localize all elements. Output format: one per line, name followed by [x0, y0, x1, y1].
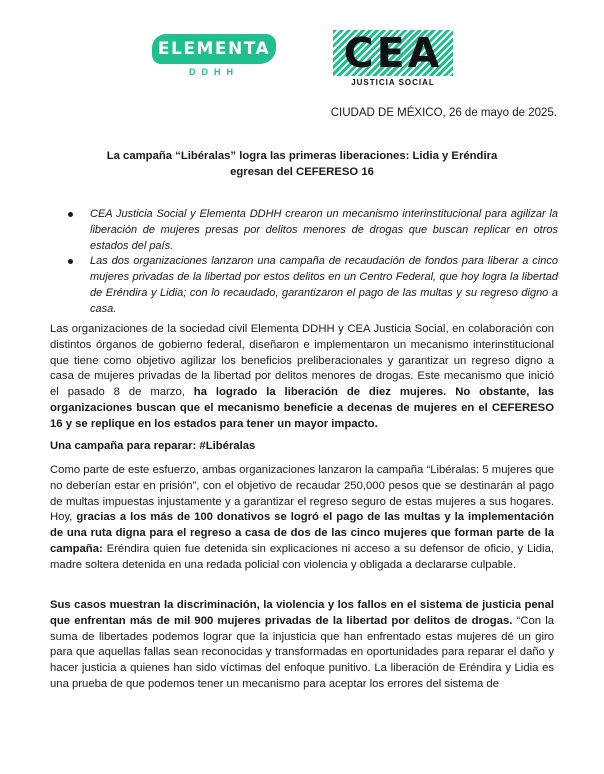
elementa-logo-badge: ELEMENTA [152, 34, 276, 64]
cea-justicia-social-logo [333, 30, 453, 90]
title-line-1: La campaña “Libéralas” logra las primeras liberaciones: Lidia y Eréndira [106, 150, 498, 162]
elementa-ddhh-logo [152, 34, 276, 78]
summary-bullet-text: Las dos organizaciones lanzaron una campaña de recaudación de fondos para liberar a cinco mujeres privadas de la libertad por estos delitos en un Centro Federal, que hoy logra la libertad de Eréndira y Lidia; con lo recaudado, garantizaron el pago de las multas y su regreso digno a casa. [90, 255, 558, 315]
cea-logo-letters: CEA [343, 29, 443, 77]
body-paragraph-3 [50, 598, 554, 693]
paragraph-2-text-2: Eréndira quien fue detenida sin explicaciones ni acceso a su defensor de oficio, y Lidia, madre soltera detenida en una redada policial con violencia y obligada a declararse culpable. [50, 542, 554, 571]
paragraph-1-text: Las organizaciones de la sociedad civil Elementa DDHH y CEA Justicia Social, en colaboración con distintos órganos de gobierno federal, diseñaron e implementaron un mecanismo interinstitucional que tiene como objetivo agilizar los beneficios preliberacionales y garantizar un regreso digno a casa de mujeres privadas de la libertad por delitos menores de drogas. Este mecanismo que inició el pasado 8 de marzo, [50, 323, 554, 399]
cea-logo-subtitle: JUSTICIA SOCIAL [351, 78, 435, 87]
paragraph-2-bold: gracias a los más de 100 donativos se logró el pago de las multas y la implementación de una ruta digna para el regreso a casa de dos de las cinco mujeres que forman parte de la campaña: [50, 511, 554, 555]
paragraph-3-text: “Con la suma de libertades podemos lograr que la injusticia que han enfrentado estas mujeres dé un giro para que aquellas fallas sean reconocidas y transformadas en oportunidades para reparar el daño y hacer justicia a quienes han sido víctimas del enfoque punitivo. La liberación de Eréndira y Lidia es una prueba de que podemos tener un mecanismo para aceptar los errores del sistema de [50, 614, 554, 690]
summary-bullet [68, 207, 558, 254]
title-line-2: egresan del CEFERESO 16 [230, 166, 374, 178]
paragraph-2-text-1: Como parte de este esfuerzo, ambas organizaciones lanzaron la campaña “Libéralas: 5 mujeres que no deberían estar en prisión”, con el objetivo de recaudar 250,000 pesos que se destinarán al pago de multas impuestas injustamente y a garantizar el regreso seguro de estas mujeres a sus hogares. Hoy, [50, 464, 554, 524]
dateline: CIUDAD DE MÉXICO, 26 de mayo de 2025. [330, 107, 557, 119]
bullet-dot-icon [68, 259, 73, 264]
bullet-dot-icon [68, 212, 73, 217]
paragraph-3-bold: Sus casos muestran la discriminación, la violencia y los fallos en el sistema de justicia penal que enfrentan más de mil 900 mujeres privadas de la libertad por delitos de drogas. [50, 599, 554, 627]
body-paragraph-1 [50, 322, 554, 433]
press-release-title [60, 148, 544, 180]
section-subheading: Una campaña para reparar: #Libéralas [50, 440, 256, 452]
summary-bullet-list [68, 207, 558, 318]
paragraph-1-bold: ha logrado la liberación de diez mujeres. No obstante, las organizaciones buscan que el mecanismo beneficie a decenas de mujeres en el CEFERESO 16 y se replique en los estados para tener un mayor impacto. [50, 386, 554, 430]
body-paragraph-2 [50, 463, 554, 574]
summary-bullet [68, 254, 558, 317]
elementa-logo-subtitle: DDHH [189, 67, 239, 77]
summary-bullet-text: CEA Justicia Social y Elementa DDHH crearon un mecanismo interinstitucional para agilizar la liberación de mujeres presas por delitos menores de drogas que buscan replicar en otros estados del país. [90, 208, 558, 252]
